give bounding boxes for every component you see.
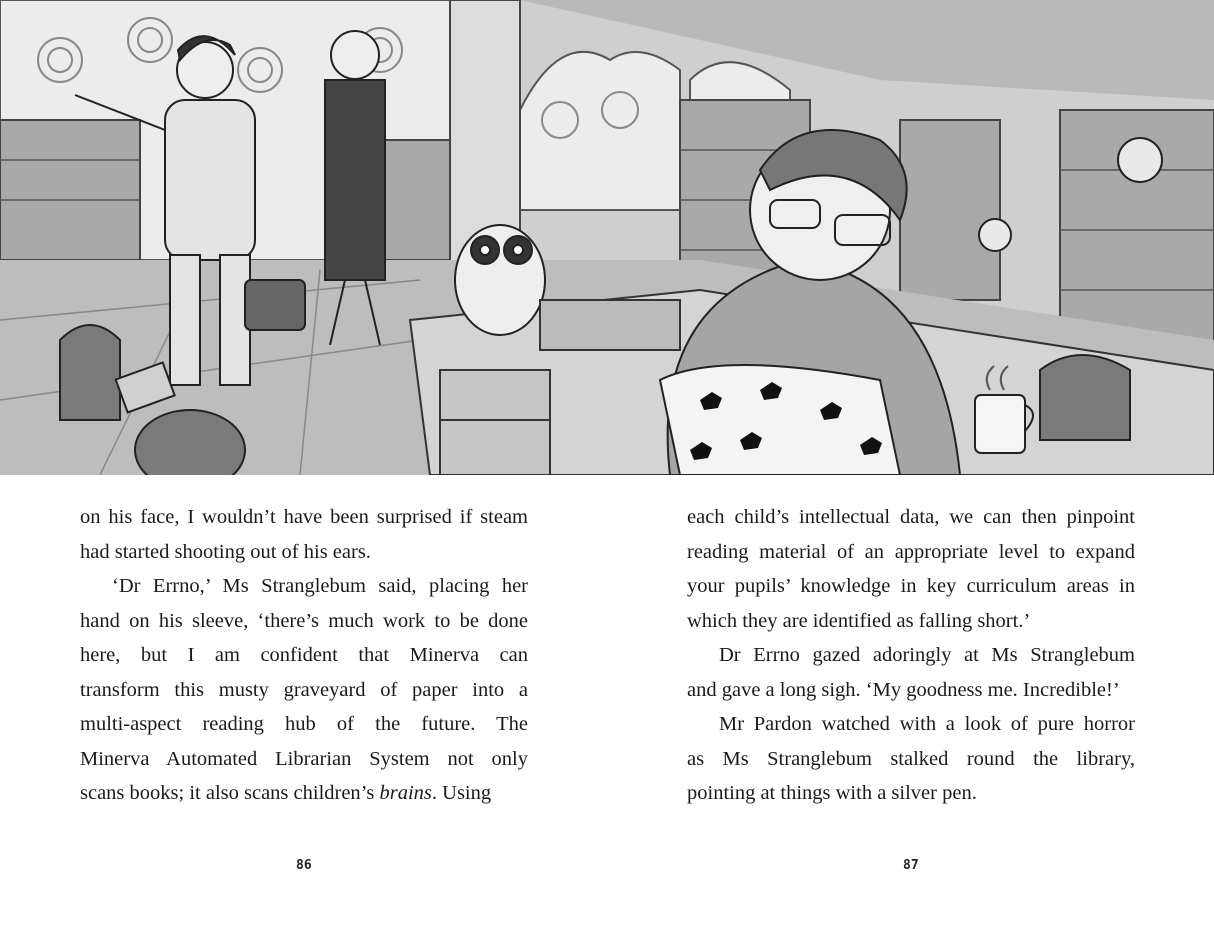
text-line: Mr Pardon watched with a look of pure horror — [719, 713, 1135, 735]
text-line: pointing at things with a silver pen. — [687, 782, 977, 804]
text-line: had started shooting out of his ears. — [80, 540, 371, 563]
italic-word: brains — [379, 782, 432, 804]
text-line: hand on his sleeve, ‘there’s much work to be done — [80, 609, 528, 632]
text-line: multi-aspect reading hub of the future. The — [80, 713, 528, 735]
right-page — [687, 500, 1135, 811]
page-number-left: 86 — [296, 858, 312, 873]
text-line: ‘Dr Errno,’ Ms Stranglebum said, placing her — [112, 575, 528, 597]
text-line: Minerva Automated Librarian System not only — [80, 747, 528, 770]
text-fragment: scans books; it also scans children’s — [80, 782, 380, 804]
text-fragment: . Using — [431, 782, 492, 804]
page-number-right: 87 — [903, 858, 919, 873]
left-page — [80, 500, 528, 811]
text-line-with-italic — [80, 776, 528, 811]
text-line: your pupils’ knowledge in key curriculum areas in — [687, 575, 1135, 597]
robot-owl — [455, 225, 545, 335]
text-line: here, but I am confident that Minerva can — [80, 644, 528, 666]
text-line: and gave a long sigh. ‘My goodness me. Incredible!’ — [687, 678, 1120, 701]
text-line: Dr Errno gazed adoringly at Ms Stranglebum — [719, 644, 1135, 666]
text-line: reading material of an appropriate level to expand — [687, 540, 1135, 563]
text-line: which they are identified as falling short.’ — [687, 609, 1031, 632]
text-line: transform this musty graveyard of paper into a — [80, 678, 528, 701]
text-line: each child’s intellectual data, we can then pinpoint — [687, 506, 1135, 528]
text-line: as Ms Stranglebum stalked round the library, — [687, 747, 1135, 770]
text-line: on his face, I wouldn’t have been surprised if steam — [80, 506, 528, 528]
